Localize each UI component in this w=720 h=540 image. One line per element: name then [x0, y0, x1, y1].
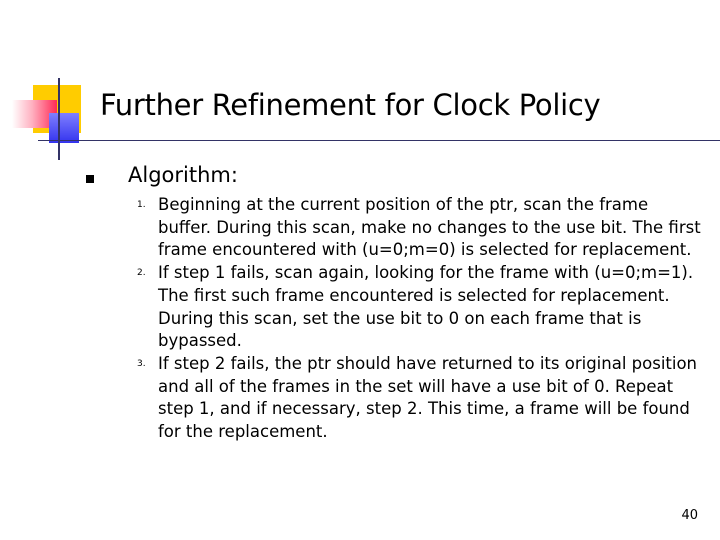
step-number: 3.: [137, 358, 146, 369]
step-text: If step 2 fails, the ptr should have returned to its original position and all of the frames in the set will have a use bit of 0. Repeat step 1, and if necessary, step 2. This time, a frame will be found for the replacement.: [158, 353, 698, 442]
logo-blue-square: [49, 113, 79, 143]
step-item: [137, 353, 703, 444]
algorithm-steps: [137, 194, 703, 444]
square-bullet-icon: [86, 175, 94, 183]
step-text: If step 1 fails, scan again, looking for the frame with (u=0;m=1). The first such frame encountered is selected for replacement. During this scan, set the use bit to 0 on each frame that is bypassed.: [158, 263, 694, 351]
page-number: 40: [681, 508, 698, 523]
title-underline: [38, 140, 720, 141]
bullet-text: Algorithm:: [128, 163, 238, 187]
step-number: 2.: [137, 268, 146, 279]
step-item: [137, 262, 703, 353]
step-item: [137, 194, 703, 262]
slide-title: Further Refinement for Clock Policy: [100, 88, 601, 122]
step-text: Beginning at the current position of the ptr, scan the frame buffer. During this scan, make no changes to the use bit. The first frame encountered with (u=0;m=0) is selected for replacement.: [158, 195, 701, 260]
logo-vertical-line: [58, 78, 60, 160]
step-number: 1.: [137, 200, 146, 210]
